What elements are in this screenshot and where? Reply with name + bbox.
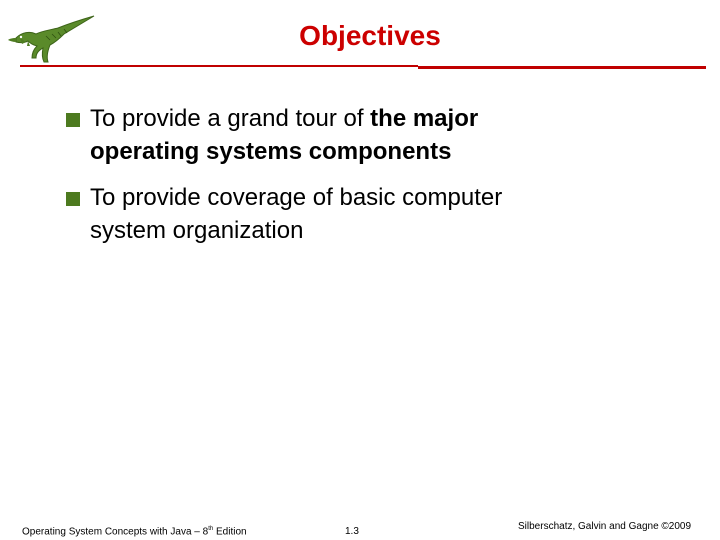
bullet-list [66,102,686,260]
footer-copyright: Silberschatz, Galvin and Gagne ©2009 [518,521,692,532]
bullet-text-line: system organization [90,217,304,244]
dinosaur-logo-icon [6,12,100,66]
slide-title: Objectives [299,20,441,51]
bullet-text-bold: operating systems components [90,138,452,165]
footer-page-number: 1.3 [345,526,359,537]
bullet-text-bold: the major [370,105,479,132]
footer-book-prefix: Operating System Concepts with Java – 8 [22,526,209,538]
divider-segment-right [418,66,706,69]
divider-segment-left [20,65,418,67]
square-bullet-icon [66,113,80,127]
bullet-text-plain: To provide a grand tour of [90,105,371,132]
bullet-item [66,102,686,168]
title-divider [20,65,706,69]
footer-book-superscript: th [208,526,214,532]
bullet-text-line: To provide coverage of basic computer [90,184,503,211]
footer-book-suffix: Edition [213,526,247,538]
footer-book-title [22,526,247,537]
bullet-item [66,181,686,247]
square-bullet-icon [66,192,80,206]
